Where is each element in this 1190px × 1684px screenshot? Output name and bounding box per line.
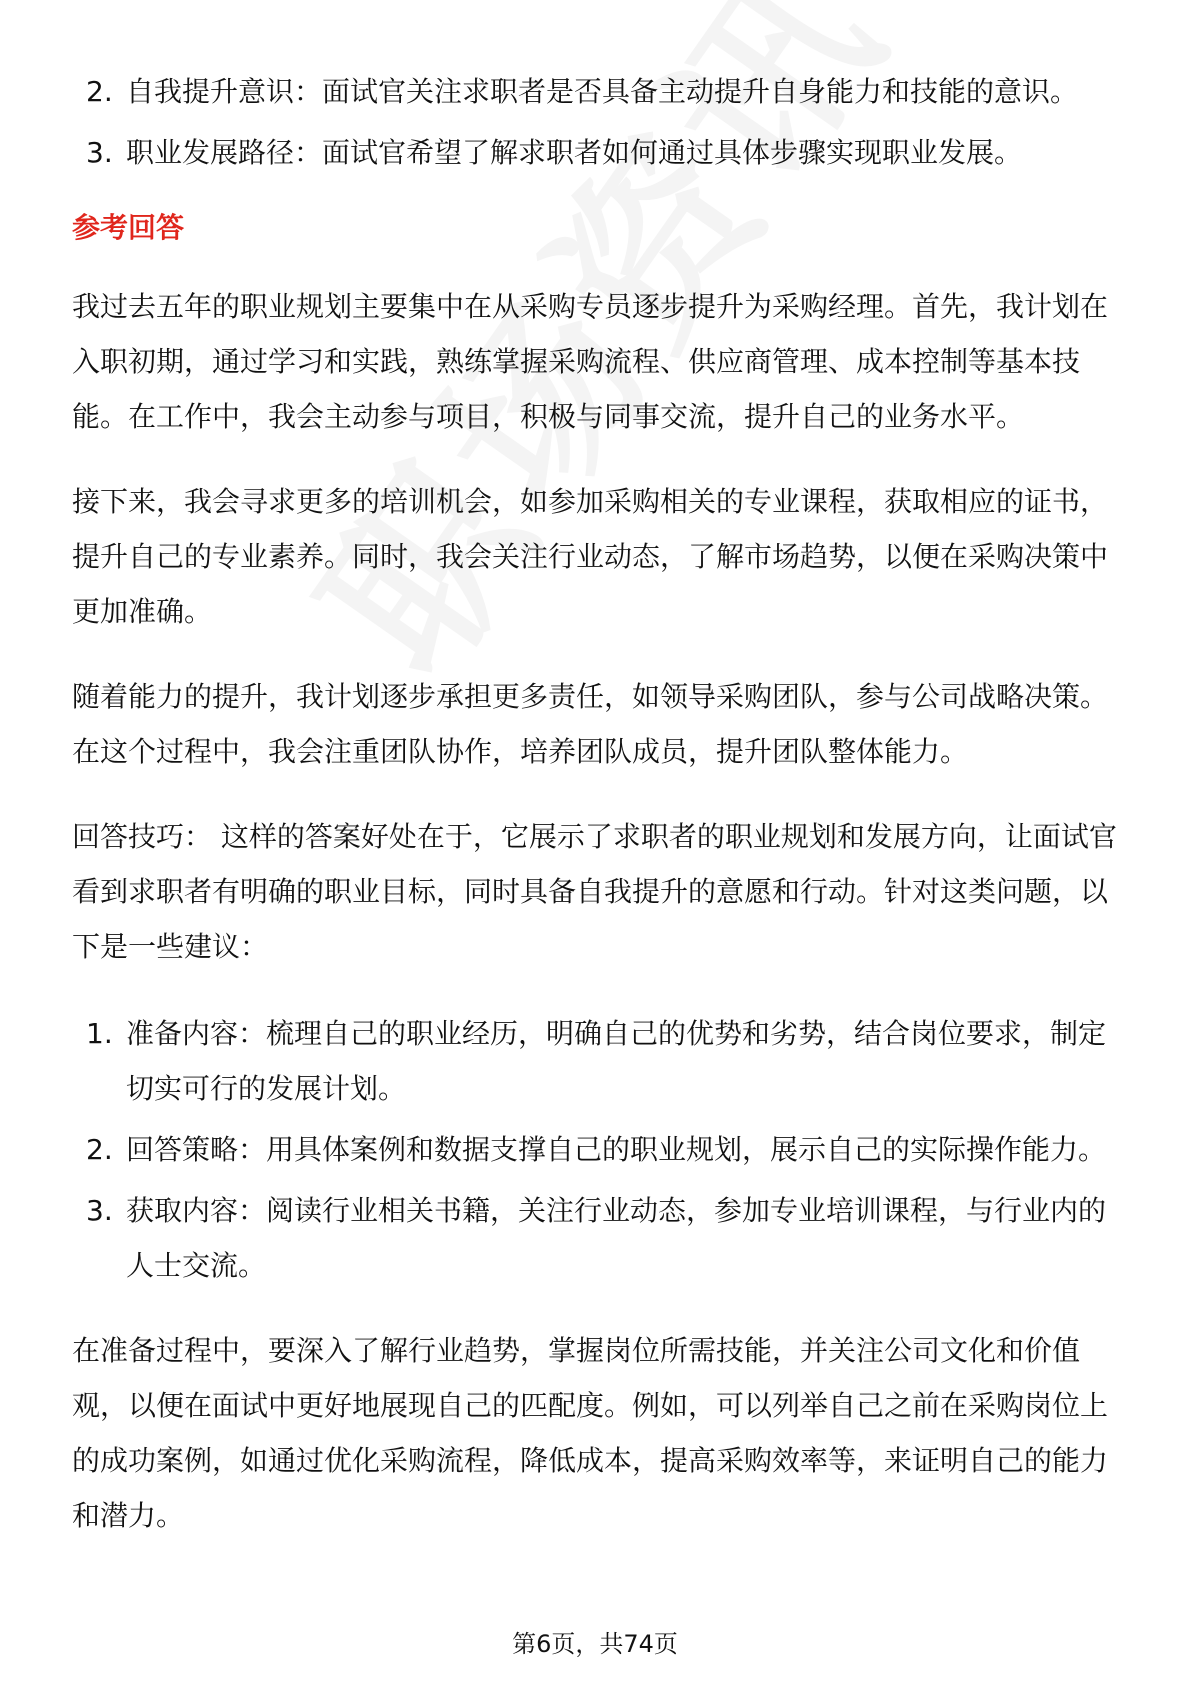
list-item <box>72 1122 1122 1177</box>
list-item-text: 获取内容：阅读行业相关书籍，关注行业动态，参加专业培训课程，与行业内的人士交流。 <box>126 1194 1107 1282</box>
list-item-text: 自我提升意识：面试官关注求职者是否具备主动提升自身能力和技能的意识。 <box>126 75 1079 108</box>
tips-list <box>72 1006 1122 1293</box>
tips-intro-paragraph: 回答技巧： 这样的答案好处在于，它展示了求职者的职业规划和发展方向，让面试官看到求职者有明确的职业目标，同时具备自我提升的意愿和行动。针对这类问题，以下是一些建议： <box>72 820 1117 963</box>
answer-paragraph: 我过去五年的职业规划主要集中在从采购专员逐步提升为采购经理。首先，我计划在入职初期，通过学习和实践，熟练掌握采购流程、供应商管理、成本控制等基本技能。在工作中，我会主动参与项目，积极与同事交流，提升自己的业务水平。 <box>72 290 1109 433</box>
section-title: 参考回答 <box>72 211 185 244</box>
page-content <box>72 64 1122 1543</box>
list-number: 2. <box>86 1133 113 1166</box>
list-number: 1. <box>86 1017 113 1050</box>
list-item <box>72 1183 1122 1293</box>
closing-paragraph: 在准备过程中，要深入了解行业趋势，掌握岗位所需技能，并关注公司文化和价值观，以便在面试中更好地展现自己的匹配度。例如，可以列举自己之前在采购岗位上的成功案例，如通过优化采购流程，降低成本，提高采购效率等，来证明自己的能力和潜力。 <box>72 1334 1109 1532</box>
answer-paragraph: 接下来，我会寻求更多的培训机会，如参加采购相关的专业课程，获取相应的证书，提升自己的专业素养。同时，我会关注行业动态，了解市场趋势，以便在采购决策中更加准确。 <box>72 485 1109 628</box>
answer-paragraph: 随着能力的提升，我计划逐步承担更多责任，如领导采购团队，参与公司战略决策。在这个过程中，我会注重团队协作，培养团队成员，提升团队整体能力。 <box>72 680 1109 768</box>
list-item-text: 回答策略：用具体案例和数据支撑自己的职业规划，展示自己的实际操作能力。 <box>126 1133 1107 1166</box>
list-item-text: 准备内容：梳理自己的职业经历，明确自己的优势和劣势，结合岗位要求，制定切实可行的发展计划。 <box>126 1017 1107 1105</box>
list-number: 2. <box>86 75 113 108</box>
list-item <box>72 125 1122 180</box>
focus-points-list <box>72 64 1122 180</box>
list-item <box>72 64 1122 119</box>
list-number: 3. <box>86 1194 113 1227</box>
list-item-text: 职业发展路径：面试官希望了解求职者如何通过具体步骤实现职业发展。 <box>126 136 1023 169</box>
page-footer: 第6页，共74页 <box>512 1630 678 1658</box>
list-item <box>72 1006 1122 1116</box>
list-number: 3. <box>86 136 113 169</box>
